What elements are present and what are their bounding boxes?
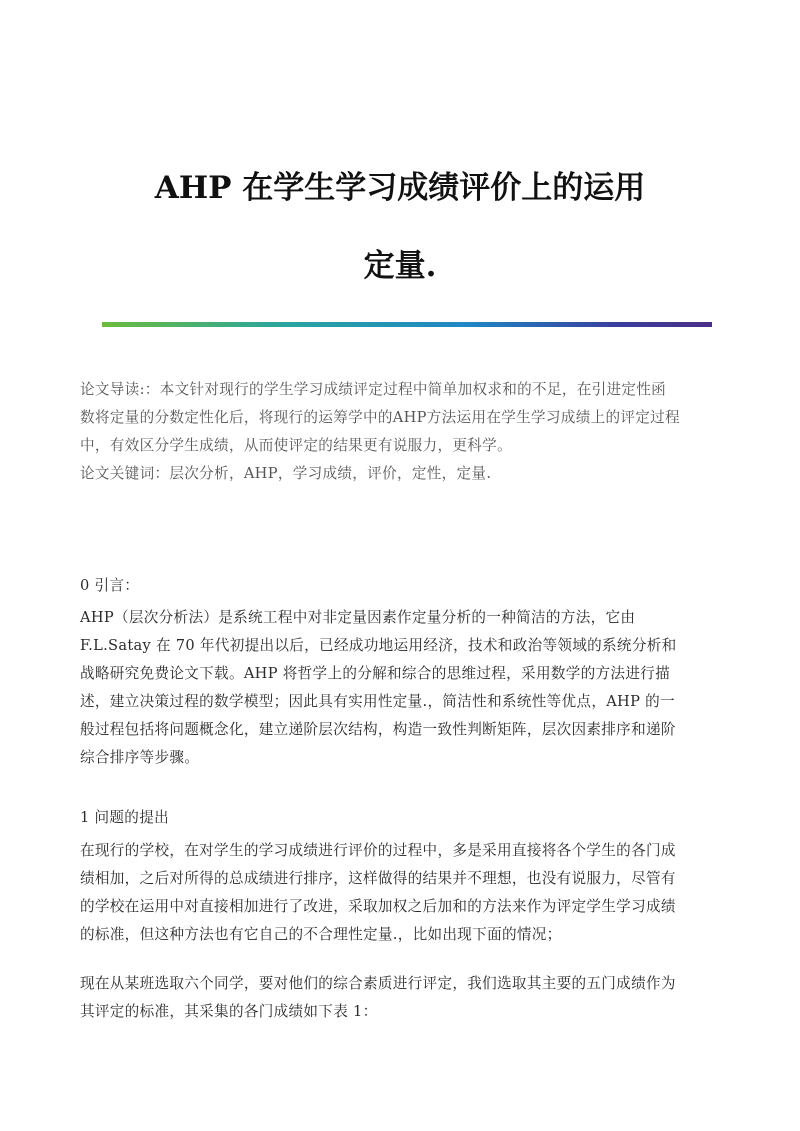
paragraph-line: 绩相加，之后对所得的总成绩进行排序，这样做得的结果并不理想，也没有说服力，尽管有 bbox=[80, 870, 676, 887]
paragraph-line: 其评定的标准，其采集的各门成绩如下表 1： bbox=[80, 1003, 378, 1020]
keywords-line: 论文关键词：层次分析，AHP，学习成绩，评价，定性，定量. bbox=[80, 465, 492, 482]
title-divider bbox=[102, 322, 712, 327]
abstract-line: 中，有效区分学生成绩，从而使评定的结果更有说服力，更科学。 bbox=[80, 437, 512, 454]
paragraph-line: 般过程包括将问题概念化，建立递阶层次结构，构造一致性判断矩阵，层次因素排序和递阶 bbox=[80, 721, 676, 738]
paragraph-line: 的标准，但这种方法也有它自己的不合理性定量.，比如出现下面的情况； bbox=[80, 926, 562, 943]
abstract-line: 数将定量的分数定性化后，将现行的运筹学中的AHP方法运用在学生学习成绩上的评定过程 bbox=[80, 409, 680, 426]
paragraph-line: F.L.Satay 在 70 年代初提出以后，已经成功地运用经济，技术和政治等领域的系统分析和 bbox=[80, 637, 677, 654]
paragraph-line: 在现行的学校，在对学生的学习成绩进行评价的过程中，多是采用直接将各个学生的各门成 bbox=[80, 842, 676, 859]
paragraph-line: 综合排序等步骤。 bbox=[80, 749, 200, 766]
paragraph-line: 战略研究免费论文下载。AHP 将哲学上的分解和综合的思维过程，采用数学的方法进行描 bbox=[80, 665, 670, 682]
abstract-line: 论文导读:：本文针对现行的学生学习成绩评定过程中简单加权求和的不足，在引进定性函 bbox=[80, 381, 667, 398]
paragraph-line: 的学校在运用中对直接相加进行了改进，采取加权之后加和的方法来作为评定学生学习成绩 bbox=[80, 898, 676, 915]
document-subtitle: 定量. bbox=[363, 248, 437, 284]
paragraph-line: 述，建立决策过程的数学模型；因此具有实用性定量.，简洁性和系统性等优点，AHP 的一 bbox=[80, 693, 675, 710]
problem-paragraph-1 bbox=[80, 837, 720, 949]
section-heading-problem: 1 问题的提出 bbox=[80, 809, 169, 826]
paragraph-line: 现在从某班选取六个同学，要对他们的综合素质进行评定，我们选取其主要的五门成绩作为 bbox=[80, 975, 676, 992]
document-title: AHP 在学生学习成绩评价上的运用 bbox=[154, 170, 646, 206]
paragraph-line: AHP（层次分析法）是系统工程中对非定量因素作定量分析的一种简洁的方法，它由 bbox=[80, 609, 636, 626]
intro-paragraph bbox=[80, 604, 720, 772]
abstract-block bbox=[80, 376, 720, 488]
section-heading-intro: 0 引言： bbox=[80, 577, 140, 594]
problem-paragraph-2 bbox=[80, 970, 720, 1026]
